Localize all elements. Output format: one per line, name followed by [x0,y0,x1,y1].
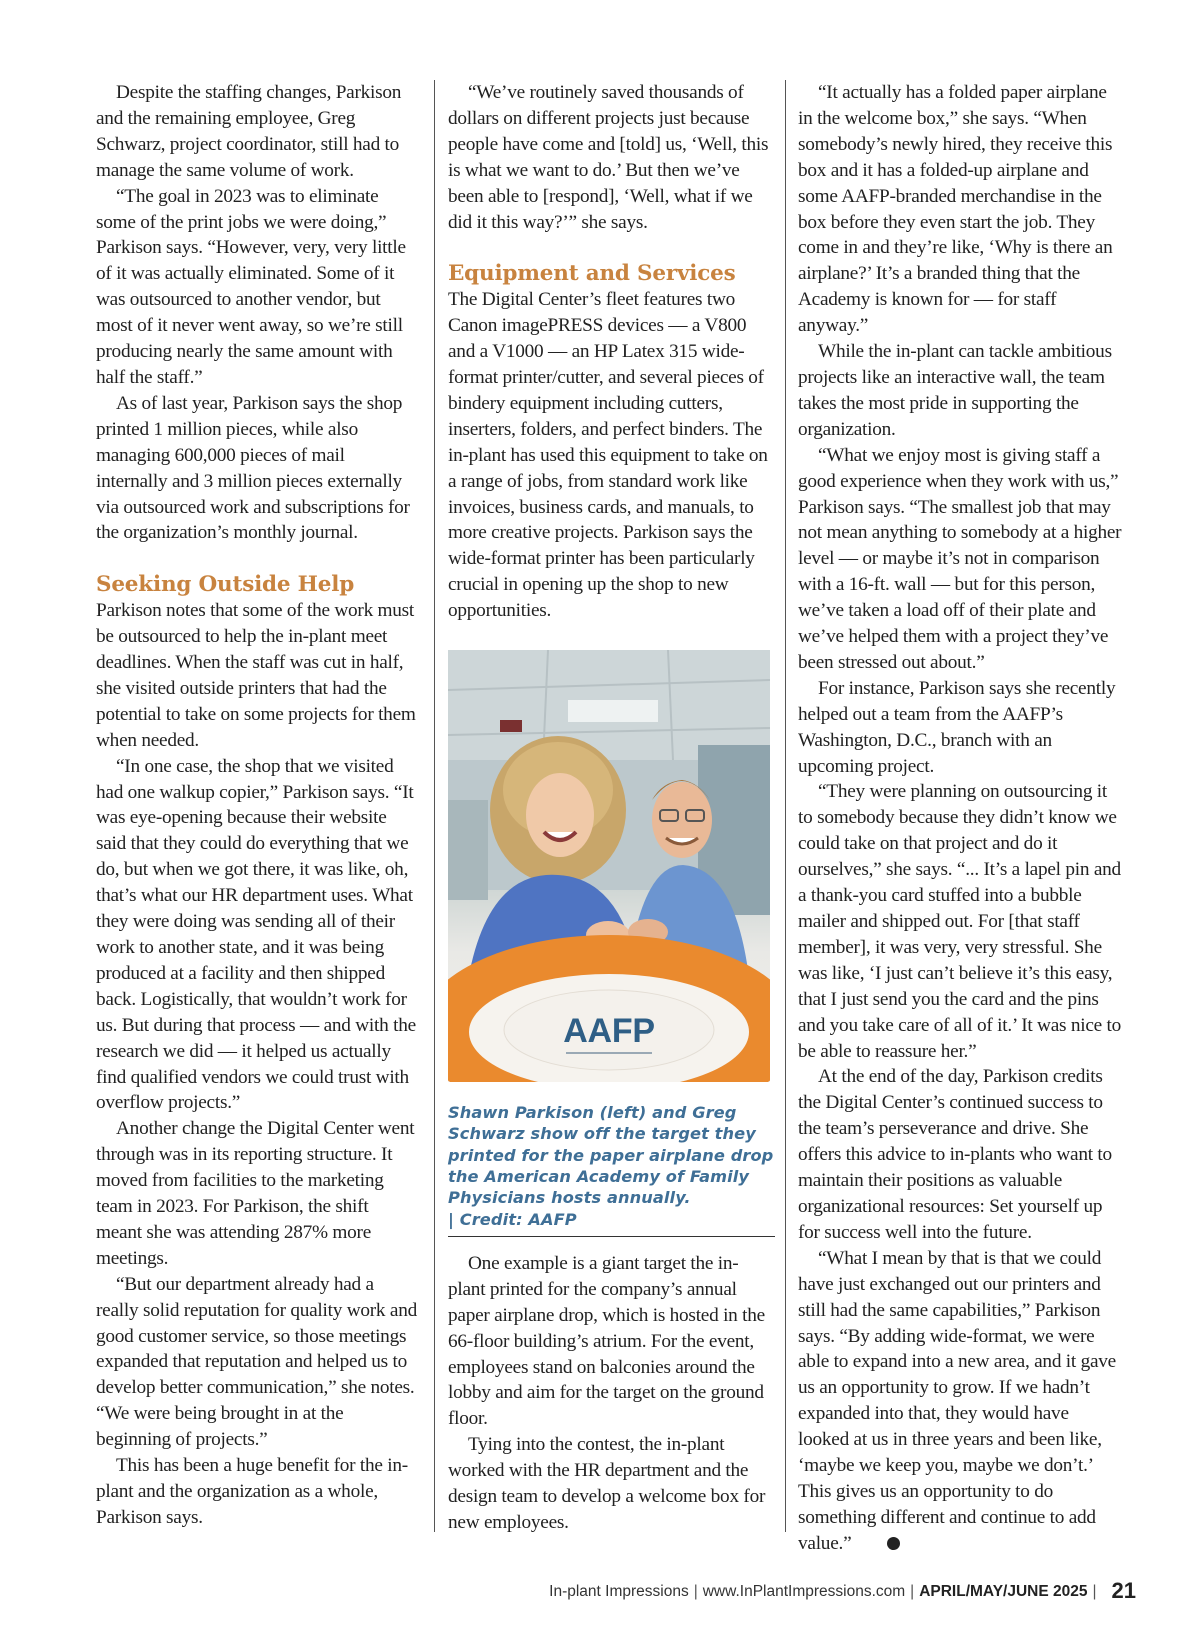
paragraph: Parkison notes that some of the work must be outsourced to help the in-plant meet deadlines. When the staff was cut in half, she visited outside printers that had the potential to take on some projects for them when needed. [96,600,416,751]
paragraph: “We’ve routinely saved thousands of dollars on different projects just because people have come and [told] us, ‘Well, this is what we want to do.’ But then we’ve been able to [respond], ‘Well, what if we did it this way?’” she says. [448,82,769,233]
page-footer: In-plant Impressions | www.InPlantImpressions.com | APRIL/MAY/JUNE 2025 | 21 [549,1578,1136,1603]
paragraph: Despite the staffing changes, Parkison and the remaining employee, Greg Schwarz, project coordinator, still had to manage the same volume of work. [96,82,402,181]
paragraph: “They were planning on outsourcing it to somebody because they didn’t know we could take on that project and do it ourselves,” she says. “... It’s a lapel pin and a thank-you card stuffed into a bubble mailer and shipped out. For [that staff member], it was very, very stressful. She was like, ‘I just can’t believe it’s this easy, that I just send you the card and the pins and you take care of all of it.’ It was nice to be able to reassure her.” [798,781,1122,1062]
column-divider [785,80,786,1532]
paragraph: As of last year, Parkison says the shop printed 1 million pieces, while also managing 600,000 pieces of mail internally and 3 million pieces externally via outsourced work and subscriptions for the organization’s monthly journal. [96,392,410,544]
photo-credit: | Credit: AAFP [448,1209,577,1229]
paragraph: “In one case, the shop that we visited had one walkup copier,” Parkison says. “It was eye-opening because their website said that they could do everything that we do, but when we got there, it was like, oh, that’s what our HR department uses. What they were doing was sending all of their work to another state, and it was being produced at a facility and then shipped back. Logistically, that wouldn’t work for us. But during that process — and with the research we did — it helped us actually find qualified vendors we could trust with overflow projects.” [96,755,416,1114]
paragraph: “What we enjoy most is giving staff a good experience when they work with us,” Parkison says. “The smallest job that may not mean anything to somebody at a higher level — or maybe it’s not in comparison with a 16-ft. wall — but for this person, we’ve taken a load off of their plate and we’ve helped them with a project they’ve been stressed out about.” [798,444,1122,673]
paragraph-text: “What I mean by that is that we could have just exchanged out our printers and still had the same capabilities,” Parkison says. “By adding wide-format, we were able to expand into a new area, and it gave us an opportunity to grow. If we hadn’t expanded into that, they would have looked at us in three years and been like, ‘maybe we keep you, maybe we don’t.’ This gives us an opportunity to do something different and continue to add value.” [798,1247,1116,1554]
article-column-3 [798,80,1124,1557]
paragraph: While the in-plant can tackle ambitious projects like an interactive wall, the team takes the most pride in supporting the organization. [798,341,1112,440]
article-column-2 [448,80,775,1536]
photo-illustration [448,650,770,1082]
website-link[interactable]: www.InPlantImpressions.com [702,1583,906,1600]
paragraph: For instance, Parkison says she recently helped out a team from the AAFP’s Washington, D.C., branch with an upcoming project. [798,677,1116,777]
caption-text: Shawn Parkison (left) and Greg Schwarz show off the target they printed for the paper airplane drop the American Academy of Family Physicians hosts annually. [448,1103,774,1208]
paragraph: This has been a huge benefit for the in-plant and the organization as a whole, Parkison says. [96,1455,408,1528]
paragraph: Another change the Digital Center went through was in its reporting structure. It moved from facilities to the marketing team in 2023. For Parkison, the shift meant she was attending 287% more meetings. [96,1118,415,1269]
end-of-article-bullet-icon [887,1537,900,1550]
section-heading: Seeking Outside Help [96,572,355,598]
article-column-1 [96,80,418,1531]
column-divider [434,80,435,1532]
paragraph: “But our department already had a really solid reputation for quality work and good customer service, so those meetings expanded that reputation and helped us to develop better communication,” she notes. “We were being brought in at the beginning of projects.” [96,1273,417,1451]
aafp-logo: AAFP [563,1012,655,1051]
publication-name: In-plant Impressions [549,1583,689,1600]
photo-caption [448,1102,775,1237]
issue-date: APRIL/MAY/JUNE 2025 [919,1583,1088,1600]
paragraph: The Digital Center’s fleet features two Canon imagePRESS devices — a V800 and a V1000 — an HP Latex 315 wide-format printer/cutter, and several pieces of bindery equipment including cutters, inserters, folders, and perfect binders. The in-plant has used this equipment to take on a range of jobs, from standard work like invoices, business cards, and manuals, to more creative projects. Parkison says the wide-format printer has been particularly crucial in opening up the shop to new opportunities. [448,289,768,622]
paragraph: At the end of the day, Parkison credits the Digital Center’s continued success to the team’s perseverance and drive. She offers this advice to in-plants who want to maintain their positions as valuable organizational resources: Set yourself up for success well into the future. [798,1066,1112,1243]
paragraph: Tying into the contest, the in-plant worked with the HR department and the design team to develop a welcome box for new employees. [448,1434,766,1533]
paragraph: One example is a giant target the in-plant printed for the company’s annual paper airplane drop, which is hosted in the 66-floor building’s atrium. For the event, employees stand on balconies around the lobby and aim for the target on the ground floor. [448,1252,765,1430]
page-number: 21 [1111,1578,1136,1603]
paragraph: “It actually has a folded paper airplane in the welcome box,” she says. “When somebody’s newly hired, they receive this box and it has a folded-up airplane and some AAFP-branded merchandise in the box before they even start the job. They come in and they’re like, ‘Why is there an airplane?’ It’s a branded thing that the Academy is known for — for staff anyway.” [798,82,1113,337]
paragraph: “The goal in 2023 was to eliminate some of the print jobs we were doing,” Parkison says. “However, very, very little of it was actually eliminated. Some of it was outsourced to another vendor, but most of it never went away, so we’re still producing nearly the same amount with half the staff.” [96,185,406,388]
section-heading: Equipment and Services [448,261,736,287]
article-photo [448,650,770,1082]
paragraph [798,1246,1124,1557]
